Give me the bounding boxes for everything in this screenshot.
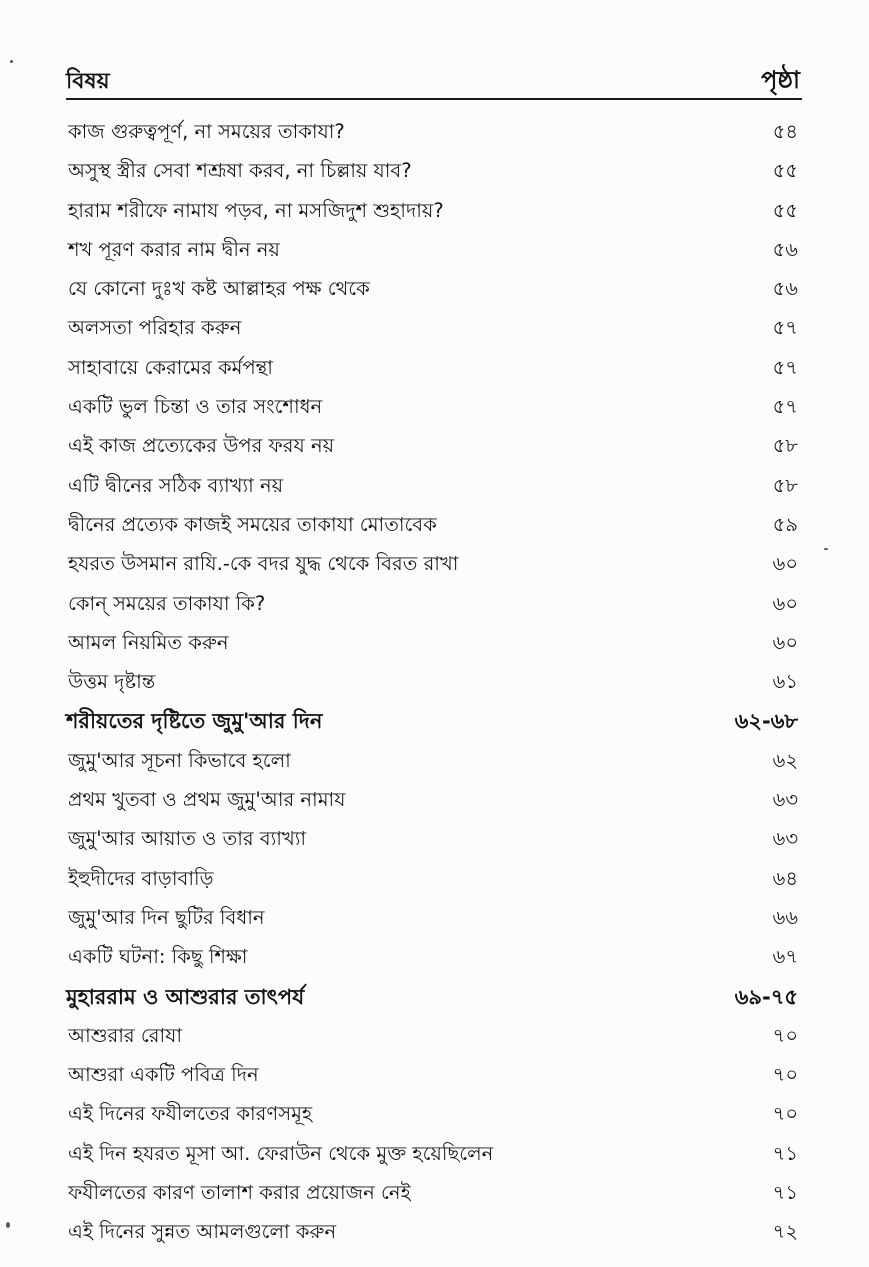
toc-page-number: ৫৪ [772,120,798,143]
toc-page-number: ৭১ [772,1181,798,1205]
toc-entry [66,667,802,706]
toc-page-number: ৫৭ [772,355,798,379]
toc-entry-title: এটি দ্বীনের সঠিক ব্যাখ্যা নয় [68,473,284,497]
toc-entry [66,235,802,274]
toc-entry [66,274,802,313]
toc-page-number: ৫৮ [772,473,798,497]
toc-entry-title: কাজ গুরুত্বপূর্ণ, না সময়ের তাকাযা? [68,120,345,143]
toc-entry-title: ফযীলতের কারণ তালাশ করার প্রয়োজন নেই [68,1181,411,1205]
toc-entry [66,353,802,392]
toc-entry [66,903,802,942]
toc-entry-title: হারাম শরীফে নামায পড়ব, না মসজিদুশ শুহাদায়? [68,198,444,222]
toc-page-number: ৭২ [772,1220,798,1244]
toc-entry-title: একটি ভুল চিন্তা ও তার সংশোধন [68,395,323,419]
toc-page-number: ৫৬ [772,237,798,261]
toc-entry-title: কোন্ সময়ের তাকাযা কি? [68,591,266,615]
toc-section-heading [66,706,802,745]
toc-entry-title: এই কাজ প্রত্যেকের উপর ফরয নয় [68,434,335,458]
toc-page-number: ৬১ [772,670,798,694]
toc-entry-title: অলসতা পরিহার করুন [68,316,242,340]
paper-speck [10,60,13,63]
page-column-heading: পৃষ্ঠা [761,66,800,94]
toc-entry [66,628,802,667]
toc-entry [66,431,802,470]
toc-entry [66,1139,802,1178]
toc-entry [66,313,802,352]
toc-entry [66,1217,802,1256]
toc-page-number: ৭১ [772,1141,798,1165]
subject-column-heading: বিষয় [66,69,110,94]
table-of-contents-page [66,62,802,1257]
toc-page-number: ৬২ [772,748,798,772]
toc-entry-title: উত্তম দৃষ্টান্ত [68,670,156,694]
toc-page-number: ৬৭ [772,945,798,969]
toc-page-number: ৬৯-৭৫ [734,984,798,1009]
toc-entry [66,864,802,903]
toc-entry [66,196,802,235]
toc-page-number: ৫৫ [772,159,798,183]
toc-entry [66,392,802,431]
toc-entry [66,1060,802,1099]
toc-entry-title: যে কোনো দুঃখ কষ্ট আল্লাহর পক্ষ থেকে [68,277,370,301]
paper-speck [6,1222,10,1228]
toc-entry [66,1021,802,1060]
toc-entry [66,510,802,549]
toc-entry-title: জুমু'আর সূচনা কিভাবে হলো [68,748,291,772]
toc-entry-title: অসুস্থ স্ত্রীর সেবা শশ্রূষা করব, না চিল্লায় যাব? [68,159,412,183]
toc-page-number: ৬০ [772,630,798,654]
toc-entry-title: জুমু'আর আয়াত ও তার ব্যাখ্যা [68,827,307,851]
toc-page-number: ৬৩ [772,788,798,812]
toc-page-number: ৬৪ [772,866,798,890]
toc-page-number: ৭০ [772,1023,798,1047]
toc-entry-title: মুহাররাম ও আশুরার তাৎপর্য [66,984,305,1009]
toc-entry [66,746,802,785]
toc-entry-title: ইহুদীদের বাড়াবাড়ি [68,866,214,890]
toc-entry [66,471,802,510]
toc-header [66,62,802,100]
toc-page-number: ৫৫ [772,198,798,222]
toc-page-number: ৫৭ [772,316,798,340]
toc-page-number: ৬৩ [772,827,798,851]
toc-entry [66,1099,802,1138]
toc-page-number: ৫৬ [772,277,798,301]
toc-entry-title: এই দিন হযরত মূসা আ. ফেরাউন থেকে মুক্ত হয়েছিলেন [68,1141,494,1165]
paper-speck [824,548,828,550]
toc-page-number: ৬০ [772,552,798,576]
toc-entry-title: প্রথম খুতবা ও প্রথম জুমু'আর নামায [68,788,346,812]
toc-entry-title: শখ পূরণ করার নাম দ্বীন নয় [68,237,280,261]
toc-page-number: ৬২-৬৮ [734,709,798,734]
toc-page-number: ৫৮ [772,434,798,458]
toc-page-number: ৫৯ [772,512,798,536]
toc-entry-title: সাহাবায়ে কেরামের কর্মপন্থা [68,355,273,379]
toc-entry [66,117,802,156]
toc-entry-title: জুমু'আর দিন ছুটির বিধান [68,905,265,929]
toc-entry-title: শরীয়তের দৃষ্টিতে জুমু'আর দিন [66,709,323,734]
toc-entry-title: দ্বীনের প্রত্যেক কাজই সময়ের তাকাযা মোতাবেক [68,512,437,536]
toc-entry [66,785,802,824]
toc-entry-title: এই দিনের ফযীলতের কারণসমূহ [68,1102,313,1126]
toc-entry [66,589,802,628]
toc-page-number: ৬০ [772,591,798,615]
toc-entry [66,824,802,863]
toc-entry-title: এই দিনের সুন্নত আমলগুলো করুন [68,1220,337,1244]
toc-entry [66,942,802,981]
toc-section-heading [66,982,802,1021]
toc-entry-list [66,117,802,1257]
toc-entry-title: একটি ঘটনা: কিছু শিক্ষা [68,945,248,969]
toc-entry [66,156,802,195]
toc-entry-title: হযরত উসমান রাযি.-কে বদর যুদ্ধ থেকে বিরত রাখা [68,552,459,576]
toc-page-number: ৬৬ [772,905,798,929]
toc-entry-title: আমল নিয়মিত করুন [68,630,229,654]
toc-page-number: ৭০ [772,1063,798,1087]
toc-entry-title: আশুরা একটি পবিত্র দিন [68,1063,259,1087]
toc-entry [66,1178,802,1217]
toc-page-number: ৭০ [772,1102,798,1126]
toc-page-number: ৫৭ [772,395,798,419]
toc-entry-title: আশুরার রোযা [68,1023,183,1047]
toc-entry [66,549,802,588]
